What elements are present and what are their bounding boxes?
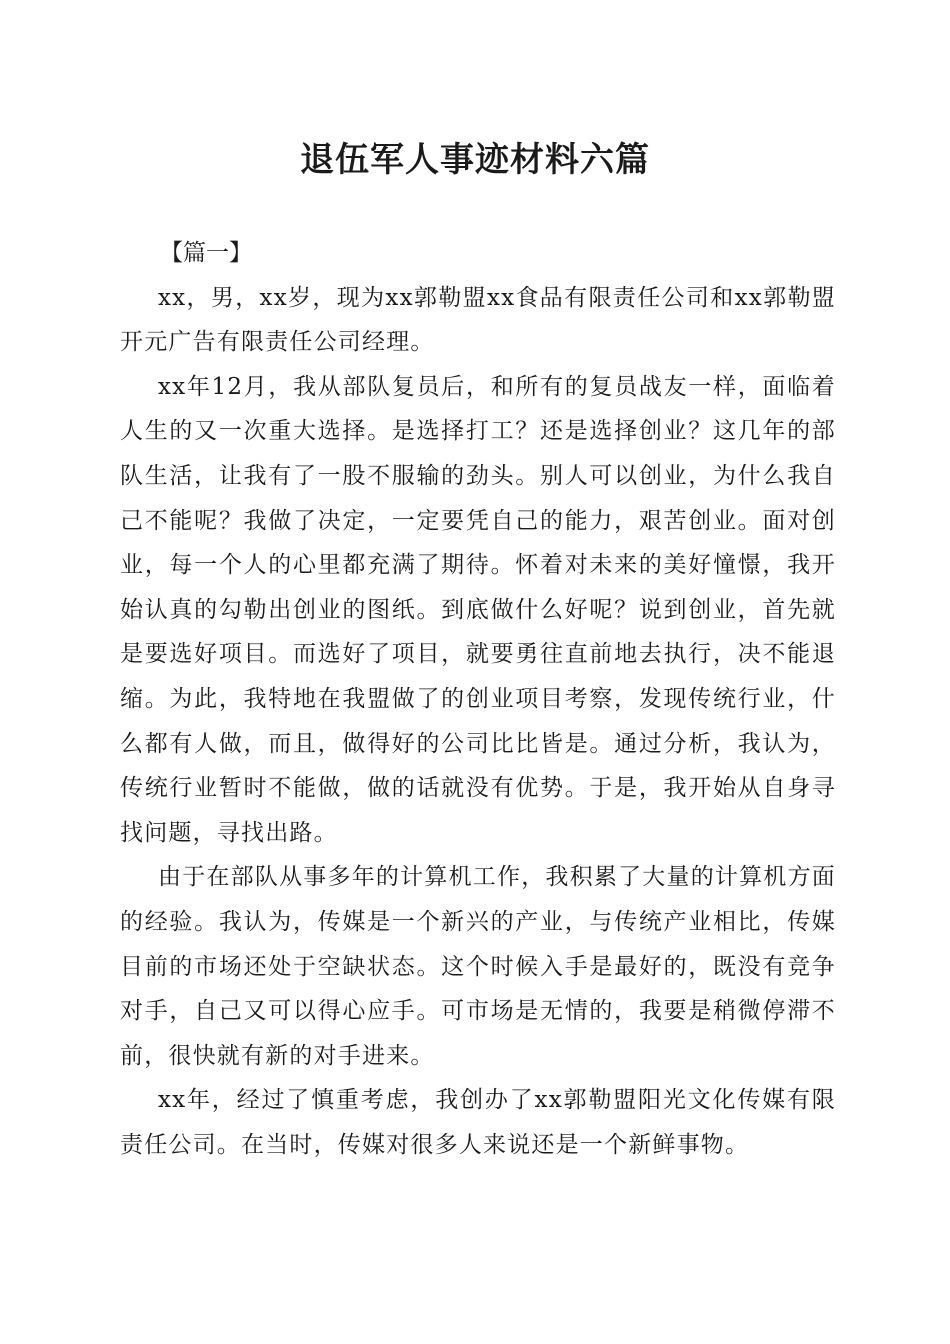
section-label: 【篇一】 xyxy=(160,240,252,266)
paragraph-founding: xx年，经过了慎重考虑，我创办了xx郭勒盟阳光文化传媒有限责任公司。在当时，传媒对很多人来说还是一个新鲜事物。 xyxy=(120,1087,836,1158)
document-body xyxy=(120,231,836,1167)
document-title: 退伍军人事迹材料六篇 xyxy=(300,140,650,180)
paragraph-media-idea: 由于在部队从事多年的计算机工作，我积累了大量的计算机方面的经验。我认为，传媒是一个新兴的产业，与传统产业相比，传媒目前的市场还处于空缺状态。这个时候入手是最好的，既没有竞争对手，自己又可以得心应手。可市场是无情的，我要是稍微停滞不前，很快就有新的对手进来。 xyxy=(120,864,836,1069)
paragraph-choice: xx年12月，我从部队复员后，和所有的复员战友一样，面临着人生的又一次重大选择。是选择打工？还是选择创业？这几年的部队生活，让我有了一股不服输的劲头。别人可以创业，为什么我自己不能呢？我做了决定，一定要凭自己的能力，艰苦创业。面对创业，每一个人的心里都充满了期待。怀着对未来的美好憧憬，我开始认真的勾勒出创业的图纸。到底做什么好呢？说到创业，首先就是要选好项目。而选好了项目，就要勇往直前地去执行，决不能退缩。为此，我特地在我盟做了的创业项目考察，发现传统行业，什么都有人做，而且，做得好的公司比比皆是。通过分析，我认为，传统行业暂时不能做，做的话就没有优势。于是，我开始从自身寻找问题，寻找出路。 xyxy=(120,373,836,846)
paragraph-intro: xx，男，xx岁，现为xx郭勒盟xx食品有限责任公司和xx郭勒盟开元广告有限责任公司经理。 xyxy=(120,284,836,356)
